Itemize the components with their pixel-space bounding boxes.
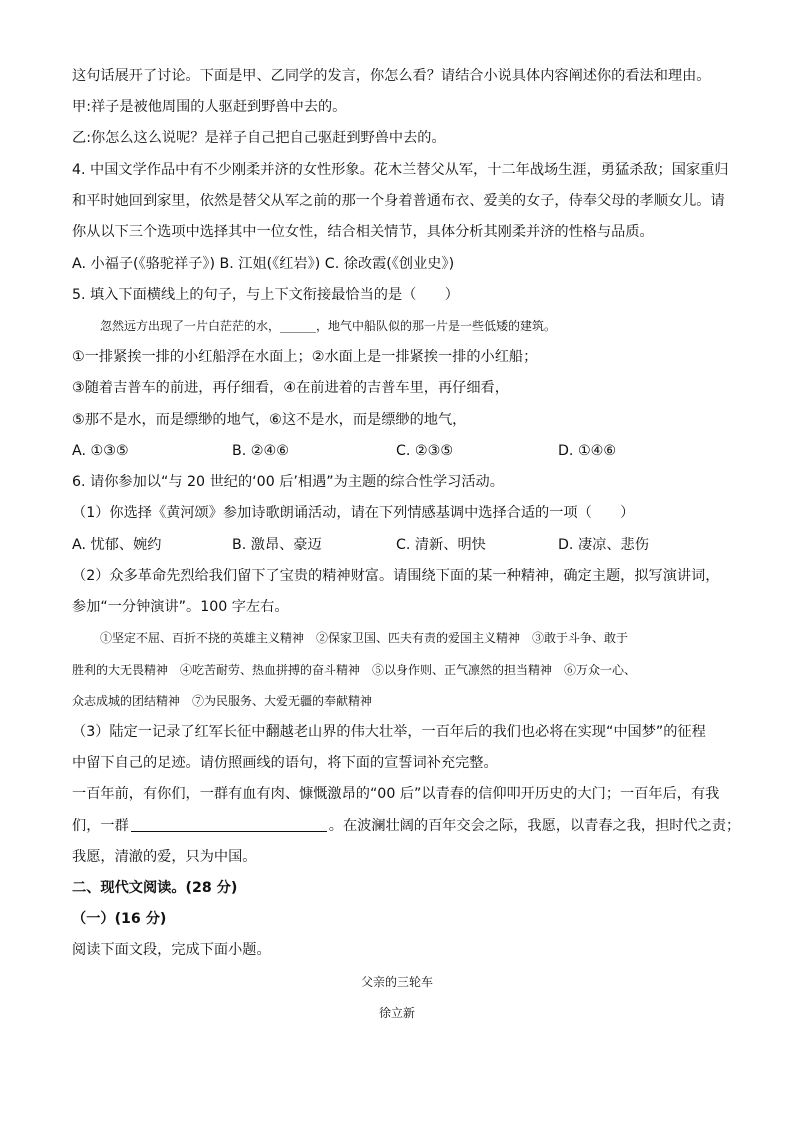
oath-text: [72, 816, 741, 836]
instruction: 阅读下面文段，完成下面小题。: [72, 942, 271, 958]
question-4: 4. 中国文学作品中有不少刚柔并济的女性形象。花木兰替父从军，十二年战场生涯，勇猛杀敌；国家重归: [72, 162, 729, 178]
oath-text-start: 们，一群: [72, 818, 129, 834]
question-5-sentence: 忽然远方出现了一片白茫茫的水，______，地气中船队似的那一片是一些低矮的建筑。: [100, 319, 557, 333]
q5-option-d: D. ①④⑥: [558, 443, 617, 459]
text-line: 甲:祥子是被他周围的人驱赶到野兽中去的。: [72, 99, 347, 115]
q5-option-a: A. ①③⑤: [72, 443, 129, 459]
text-line: 你从以下三个选项中选择其中一位女性，结合相关情节，具体分析其刚柔并济的性格与品质。: [72, 224, 654, 240]
spirit-list: 众志成城的团结精神 ⑦为民服务、大爱无疆的奉献精神: [72, 694, 373, 708]
section-heading: 二、现代文阅读。(28 分): [72, 880, 238, 896]
text-line: 和平时她回到家里，依然是替父从军之前的那一个身着普通布衣、爱美的女子，侍奉父母的孝顺女儿。请: [72, 193, 725, 209]
question-6-2: （2）众多革命先烈给我们留下了宝贵的精神财富。请围绕下面的某一种精神，确定主题，拟写演讲词，: [72, 568, 720, 584]
q6-option-a: A. 忧郁、婉约: [72, 537, 162, 553]
question-5: 5. 填入下面横线上的句子，与上下文衔接最恰当的是（ ）: [72, 287, 459, 303]
text-line: ①一排紧挨一排的小红船浮在水面上；②水面上是一排紧挨一排的小红船；: [72, 349, 538, 365]
question-4-options: A. 小福子(《骆驼祥子》) B. 江姐(《红岩》) C. 徐改霞(《创业史》): [72, 256, 455, 272]
question-6: 6. 请你参加以“与 20 世纪的‘00 后’相遇”为主题的综合性学习活动。: [72, 474, 504, 490]
text-line: 乙:你怎么这么说呢？是祥子自己把自己驱赶到野兽中去的。: [72, 130, 446, 146]
article-author: 徐立新: [378, 1006, 415, 1020]
spirit-list: ①坚定不屈、百折不挠的英雄主义精神 ②保家卫国、匹夫有责的爱国主义精神 ③敢于斗争、敢于: [100, 631, 629, 645]
q6-option-b: B. 激昂、豪迈: [232, 537, 322, 553]
fill-blank[interactable]: [131, 817, 327, 832]
text-line: ⑤那不是水，而是缥缈的地气，⑥这不是水，而是缥缈的地气，: [72, 412, 467, 428]
text-line: 中留下自己的足迹。请仿照画线的语句，将下面的宣誓词补充完整。: [72, 755, 498, 771]
q5-option-c: C. ②③⑤: [396, 443, 454, 459]
oath-text-end: 。在波澜壮阔的百年交会之际，我愿，以青春之我，担时代之责；: [328, 818, 741, 834]
part-heading: （一）(16 分): [72, 911, 167, 927]
question-6-3: （3）陆定一记录了红军长征中翻越老山界的伟大壮举，一百年后的我们也必将在实现“中国梦”的征程: [72, 724, 706, 740]
text-line: 参加“一分钟演讲”。100 字左右。: [72, 599, 289, 615]
text-line: ③随着吉普车的前进，再仔细看，④在前进着的吉普车里，再仔细看，: [72, 380, 509, 396]
q6-option-d: D. 凄凉、悲伤: [558, 537, 649, 553]
question-6-1: （1）你选择《黄河颂》参加诗歌朗诵活动，请在下列情感基调中选择合适的一项（ ）: [72, 505, 635, 521]
article-title: 父亲的三轮车: [360, 975, 433, 989]
q5-option-b: B. ②④⑥: [232, 443, 289, 459]
oath-text: 一百年前，有你们，一群有血有肉、慷慨激昂的“00 后”以青春的信仰叩开历史的大门；一百年后，有我: [72, 786, 720, 802]
q6-option-c: C. 清新、明快: [396, 537, 486, 553]
spirit-list: 胜利的大无畏精神 ④吃苦耐劳、热血拼搏的奋斗精神 ⑤以身作则、正气凛然的担当精神 ⑥万众一心、: [72, 663, 637, 677]
oath-text: 我愿，清澈的爱，只为中国。: [72, 849, 257, 865]
text-line: 这句话展开了讨论。下面是甲、乙同学的发言，你怎么看？请结合小说具体内容阐述你的看法和理由。: [72, 68, 711, 84]
